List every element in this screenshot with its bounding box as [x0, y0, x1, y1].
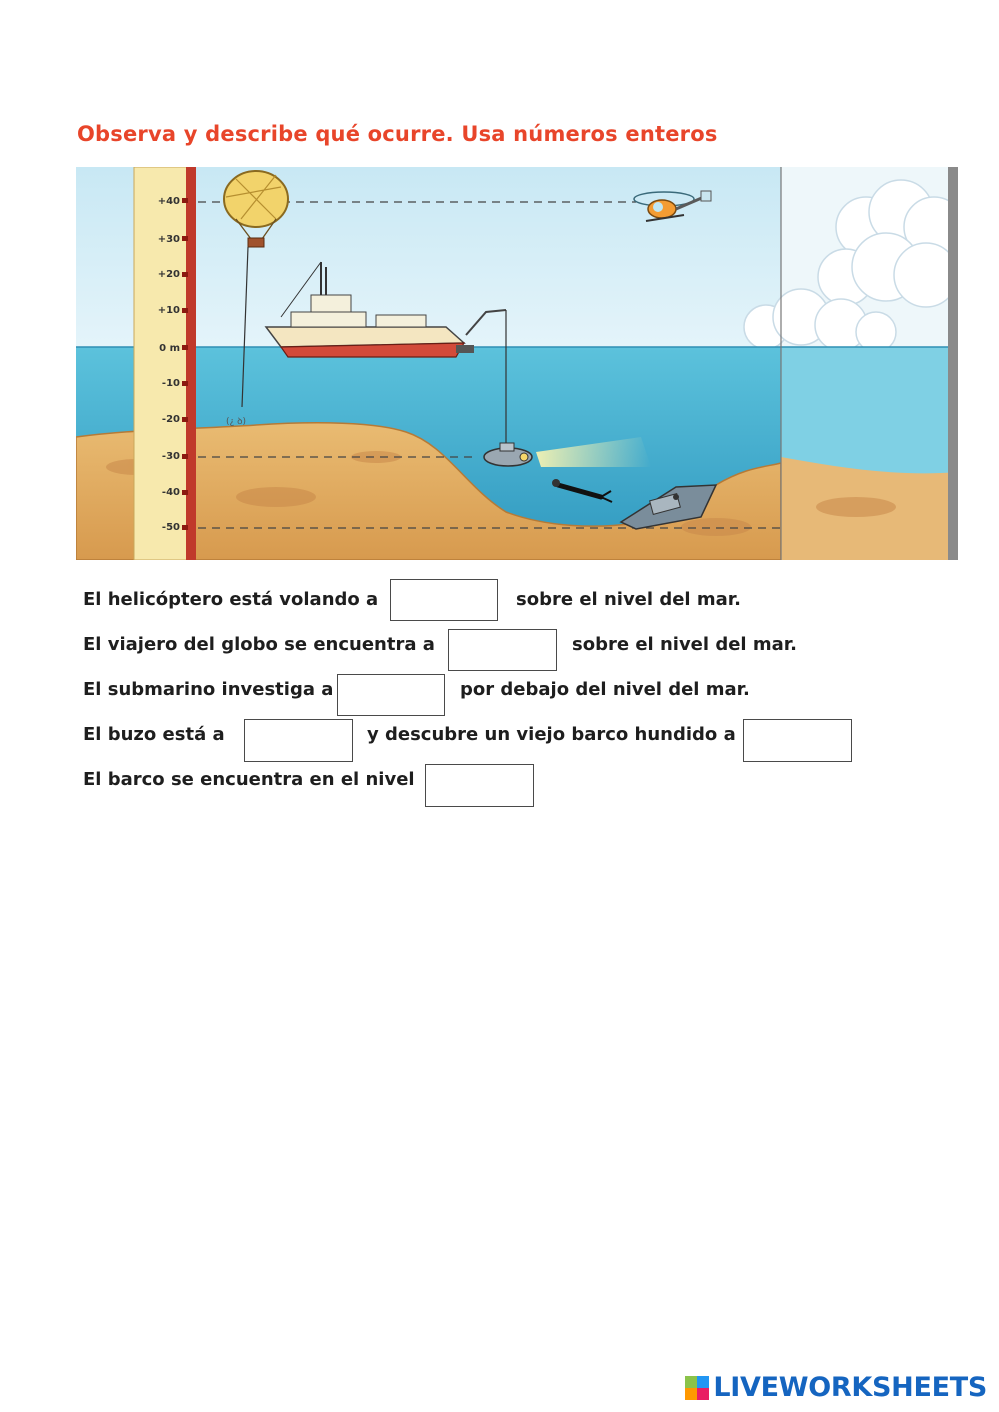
sentence-balloon: El viajero del globo se encuentra a — [83, 634, 435, 655]
exercise-title: Observa y describe qué ocurre. Usa números enteros — [77, 122, 718, 146]
ruler-label: 0 m — [159, 343, 180, 354]
svg-text:(¿ ꝺ): (¿ ꝺ) — [226, 417, 247, 427]
ruler-label: +30 — [157, 234, 180, 245]
sea-level-illustration — [76, 167, 958, 560]
liveworksheets-logo-icon — [685, 1376, 709, 1400]
answer-box-balloon[interactable] — [448, 629, 557, 671]
ruler-label: -10 — [161, 378, 180, 389]
sentence-submarine: El submarino investiga a — [83, 679, 334, 700]
answer-box-submarine[interactable] — [337, 674, 445, 716]
sentence-helicopter: El helicóptero está volando a — [83, 589, 379, 610]
ruler-label: -30 — [161, 451, 180, 462]
sentence-diver-after: y descubre un viejo barco hundido a — [367, 724, 736, 745]
logo-text: LIVEWORKSHEETS — [713, 1372, 987, 1403]
answer-box-helicopter[interactable] — [390, 579, 498, 621]
ruler-label: -50 — [161, 522, 180, 533]
sentence-balloon-after: sobre el nivel del mar. — [572, 634, 797, 655]
answer-box-ship[interactable] — [425, 764, 534, 807]
ruler-label: -20 — [161, 414, 180, 425]
sentence-diver: El buzo está a — [83, 724, 225, 745]
sentence-helicopter-after: sobre el nivel del mar. — [516, 589, 741, 610]
sentence-submarine-after: por debajo del nivel del mar. — [460, 679, 750, 700]
ruler-label: +20 — [157, 269, 180, 280]
ruler-label: -40 — [161, 487, 180, 498]
sentence-ship: El barco se encuentra en el nivel — [83, 769, 415, 790]
answer-box-sunken-ship[interactable] — [743, 719, 852, 762]
liveworksheets-logo — [685, 1372, 987, 1403]
answer-box-diver[interactable] — [244, 719, 353, 762]
ruler-label: +10 — [157, 305, 180, 316]
depth-ruler — [134, 167, 192, 560]
ruler-label: +40 — [157, 196, 180, 207]
